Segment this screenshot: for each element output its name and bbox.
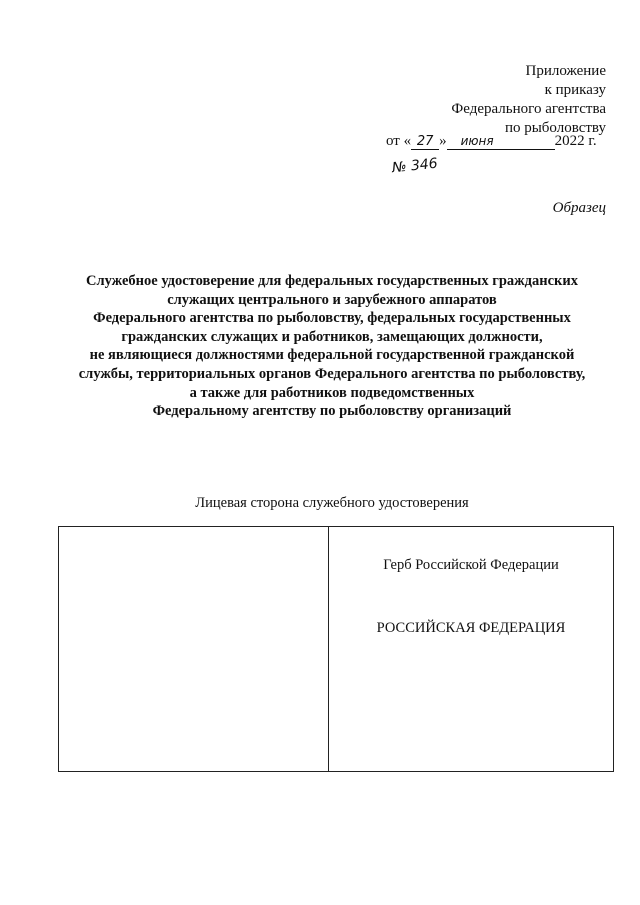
- title-line: Федерального агентства по рыболовству, федеральных государственных: [93, 310, 571, 327]
- card-right-panel: [329, 527, 613, 771]
- handwritten-day: 27: [411, 134, 439, 150]
- title-line: не являющиеся должностями федеральной государственной гражданской: [89, 347, 575, 364]
- card-caption: Лицевая сторона служебного удостоверения: [195, 495, 469, 511]
- title-line: Служебное удостоверение для федеральных государственных гражданских: [85, 273, 579, 289]
- title-line: служащих центрального и зарубежного аппаратов: [167, 291, 497, 308]
- appendix-line: Приложение: [525, 63, 606, 79]
- coat-of-arms-label: Герб Российской Федерации: [383, 557, 559, 573]
- document-title: [60, 272, 604, 421]
- handwritten-order-number: № 346: [391, 155, 439, 177]
- appendix-header: [451, 62, 606, 138]
- id-card-front: [58, 526, 614, 772]
- country-label: РОССИЙСКАЯ ФЕДЕРАЦИЯ: [376, 620, 566, 636]
- title-line: службы, территориальных органов Федерального агентства по рыболовству,: [78, 365, 586, 382]
- title-line: а также для работников подведомственных: [189, 384, 475, 401]
- handwritten-month: июня: [447, 134, 555, 150]
- card-left-panel: [59, 527, 329, 771]
- date-year: 2022 г.: [554, 133, 597, 149]
- date-prefix: от «: [386, 133, 412, 149]
- sample-label: Образец: [552, 200, 606, 216]
- appendix-line: по рыболовству: [504, 120, 606, 136]
- title-line: гражданских служащих и работников, замещающих должности,: [121, 328, 543, 345]
- title-line: Федеральному агентству по рыболовству организаций: [152, 403, 512, 420]
- appendix-line: Федерального агентства: [451, 101, 606, 117]
- appendix-line: к приказу: [544, 82, 606, 98]
- date-mid: »: [439, 133, 447, 149]
- order-date-line: [386, 132, 597, 151]
